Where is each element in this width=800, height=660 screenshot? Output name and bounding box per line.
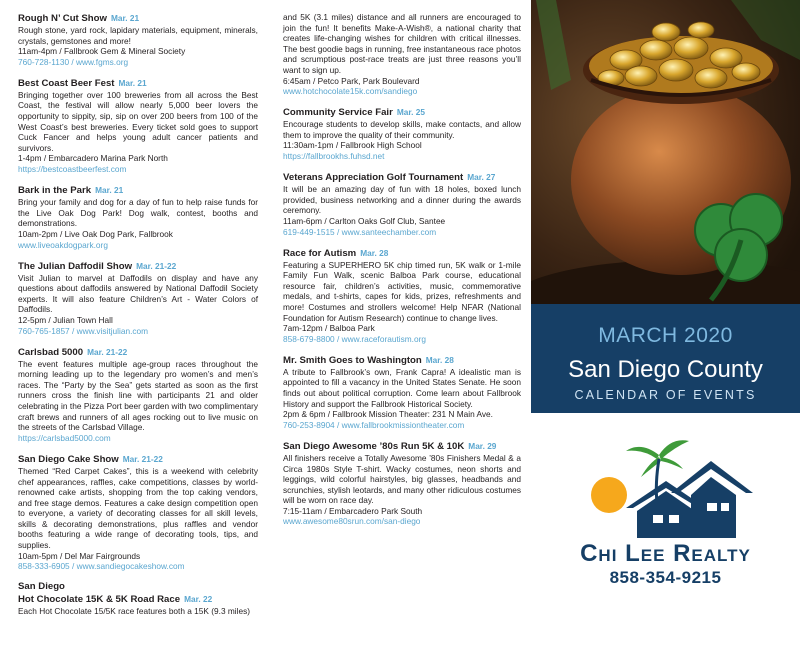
event-listing [283, 171, 521, 237]
event-title-text: Veterans Appreciation Golf Tournament [283, 172, 464, 184]
event-title-text: Carlsbad 5000 [18, 346, 84, 358]
event-title [18, 346, 258, 359]
event-contact-link[interactable]: www.hotchocolate15k.com/sandiego [283, 86, 418, 97]
event-title [18, 593, 258, 606]
event-time-location: 10am-2pm / Live Oak Dog Park, Fallbrook [18, 228, 173, 239]
left-event-column [18, 12, 258, 626]
event-title [283, 354, 521, 367]
event-description: A tribute to Fallbrook’s own, Frank Capra! A idealistic man is appointed to fill a vacancy in the United States Senate. He soon finds out about political corruption. Come learn about Fallbrook History and support the Fallbrook Historical Society. [283, 366, 521, 409]
event-contact-link[interactable]: 858-333-6905 / www.sandiegocakeshow.com [18, 561, 185, 572]
event-listing [18, 453, 258, 572]
event-time-location: 2pm & 6pm / Fallbrook Mission Theater: 231 N Main Ave. [283, 409, 493, 420]
event-title-text: Mr. Smith Goes to Washington [283, 354, 422, 366]
event-contact-link[interactable]: https://fallbrookhs.fuhsd.net [283, 151, 385, 162]
event-contact-link[interactable]: 760-728-1130 / www.fgms.org [18, 56, 129, 67]
event-contact-link[interactable]: 760-253-8904 / www.fallbrookmissiontheater.com [283, 419, 465, 430]
event-date: Mar. 25 [396, 107, 425, 118]
house-logo-icon [571, 433, 761, 543]
event-listing [18, 184, 258, 250]
banner-subtitle: CALENDAR OF EVENTS [574, 388, 757, 402]
event-listing [18, 260, 258, 337]
event-listing [18, 346, 258, 444]
event-time-location: 11am-6pm / Carlton Oaks Golf Club, Santee [283, 215, 446, 226]
event-listing [283, 12, 521, 97]
event-description: and 5K (3.1 miles) distance and all runners are encouraged to join the fun! It benefits Make-A-Wish®, a national charity that creates life-changing wishes for children with critical illnesses. The best goodie bags in running, free instantaneous race photos and scrumptious post-race treats are just three reasons you’ll want to sign up. [283, 12, 521, 75]
event-title-text: Race for Autism [283, 247, 357, 259]
event-date: Mar. 29 [468, 440, 497, 451]
realty-logo-area [531, 413, 800, 660]
event-date: Mar. 28 [425, 354, 454, 365]
event-description: The event features multiple age-group races throughout the morning leading up to the legendary pro women’s and men’s races. The “Party by the Sea” gets started as soon as the first runners cross the finish line with participants 21 and older celebrating in the Pizza Port beer garden with two complimentary craft brews and runners of all ages rocking out to live music on the streets of the Carlsbad Village. [18, 358, 258, 433]
event-title-text: Community Service Fair [283, 107, 393, 119]
event-title-text: Best Coast Beer Fest [18, 77, 115, 89]
event-title-text: The Julian Daffodil Show [18, 260, 133, 272]
event-title-text: San Diego Cake Show [18, 453, 119, 465]
event-date: Mar. 21 [95, 185, 124, 196]
event-time-location: 6:45am / Petco Park, Park Boulevard [283, 75, 420, 86]
event-description: Featuring a SUPERHERO 5K chip timed run, 5K walk or 1-mile Family Fun Walk, scenic Balboa Park course, educational resource fair, children’s activities, music, commemorative medals, and t-shirts, capes for kids, prizes, refreshments and more! Costumes and strollers welcome! Help NFAR (National Foundation for Autism Research) continue to change lives. [283, 259, 521, 323]
event-listing [283, 247, 521, 345]
event-description: Bring your family and dog for a day of fun to help raise funds for the Live Oak Dog Park! Dog walk, contest, booths and demonstrations. [18, 197, 258, 229]
event-title-prefix: San Diego [18, 581, 65, 593]
event-title [283, 440, 521, 453]
pot-of-gold-photo [531, 0, 800, 304]
event-title [283, 106, 521, 119]
event-description: Each Hot Chocolate 15/5K race features both a 15K (9.3 miles) [18, 606, 250, 617]
event-contact-link[interactable]: https://carlsbad5000.com [18, 432, 111, 443]
event-contact-link[interactable]: 619-449-1515 / www.santeechamber.com [283, 226, 437, 237]
event-listing [18, 581, 258, 617]
event-date: Mar. 21-22 [136, 260, 177, 271]
brand-name: Chi Lee Realty [580, 540, 751, 567]
event-title-text: San Diego Awesome ’80s Run 5K & 10K [283, 440, 465, 452]
event-listing [18, 12, 258, 67]
banner-month: MARCH 2020 [598, 324, 733, 347]
banner-county: San Diego County [568, 356, 763, 383]
middle-event-column [283, 12, 521, 537]
event-date: Mar. 28 [360, 247, 389, 258]
event-title-text: Rough N’ Cut Show [18, 13, 107, 24]
event-description: Themed “Red Carpet Cakes”, this is a weekend with celebrity chef appearances, raffles, cake competitions, classes by world-renowned cake artists, shopping from the top caking vendors, and free stage demos. Features a cake design competition open to everyone, a variety of decorating classes for all skill levels, skills & decorating demonstrations, plus raffles and vendor booths featuring a wide range of decorating tools, tips, and supplies. [18, 465, 258, 551]
event-date: Mar. 27 [467, 172, 496, 183]
event-listing [283, 440, 521, 527]
event-description: Encourage students to develop skills, make contacts, and allow them to improve the quality of their community. [283, 119, 521, 140]
event-listing [283, 106, 521, 161]
event-title [18, 184, 258, 197]
event-description: Rough stone, yard rock, lapidary materials, equipment, minerals, crystals, gemstones and more! [18, 25, 258, 46]
event-title [283, 171, 521, 184]
event-title-text: Bark in the Park [18, 185, 92, 197]
event-time-location: 1-4pm / Embarcadero Marina Park North [18, 153, 168, 164]
event-contact-link[interactable]: https://bestcoastbeerfest.com [18, 164, 127, 175]
event-time-location: 10am-5pm / Del Mar Fairgrounds [18, 550, 141, 561]
event-date: Mar. 21 [118, 77, 147, 88]
event-date: Mar. 21 [111, 13, 140, 23]
event-listing [18, 77, 258, 175]
event-listing [283, 354, 521, 431]
event-time-location: 11am-4pm / Fallbrook Gem & Mineral Society [18, 46, 186, 57]
event-time-location: 11:30am-1pm / Fallbrook High School [283, 140, 422, 151]
event-contact-link[interactable]: 760-765-1857 / www.visitjulian.com [18, 325, 149, 336]
event-date: Mar. 21-22 [87, 346, 128, 357]
event-description: All finishers receive a Totally Awesome ’80s Finishers Medal & a Circa 1980s Style T-shirt. Wacky costumes, neon shorts and leggings, wild colorful hairstyles, big glasses, headbands and scrunchies, stylish leotards, and many other ridiculous costumes will be worn on race day. [283, 452, 521, 506]
event-contact-link[interactable]: www.liveoakdogpark.org [18, 239, 108, 250]
event-title [18, 12, 258, 25]
event-title [283, 247, 521, 260]
event-title [18, 77, 258, 90]
event-date: Mar. 21-22 [122, 453, 163, 464]
event-title-text: Hot Chocolate 15K & 5K Road Race [18, 594, 181, 606]
event-description: It will be an amazing day of fun with 18 holes, boxed lunch provided, business networking and a dinner during the awards ceremony. [283, 184, 521, 216]
event-time-location: 7am-12pm / Balboa Park [283, 323, 375, 334]
event-contact-link[interactable]: www.awesome80srun.com/san-diego [283, 516, 421, 527]
event-title [18, 260, 258, 273]
calendar-banner [531, 304, 800, 413]
pot-of-gold-illustration [531, 0, 800, 304]
event-time-location: 12-5pm / Julian Town Hall [18, 314, 113, 325]
event-description: Visit Julian to marvel at Daffodils on display and have any questions about daffodils answered by National Daffodil Society experts. It will also feature Children’s Art - Water Colors of Daffodils. [18, 272, 258, 315]
event-contact-link[interactable]: 858-679-8800 / www.raceforautism.org [283, 333, 426, 344]
event-title [18, 453, 258, 466]
brand-phone: 858-354-9215 [609, 568, 722, 587]
event-time-location: 7:15-11am / Embarcadero Park South [283, 505, 423, 516]
event-date: Mar. 22 [184, 594, 213, 605]
event-description: Bringing together over 100 breweries from all across the Best Coast, the festival will allow nearly 5,000 beer lovers the opportunity to sippity, sip, sip on over 200 beers from 100 of the West Coast’s best breweries. Every ticket sold goes to support Cuck Fancer and helps young adult cancer patients and survivors. [18, 89, 258, 153]
